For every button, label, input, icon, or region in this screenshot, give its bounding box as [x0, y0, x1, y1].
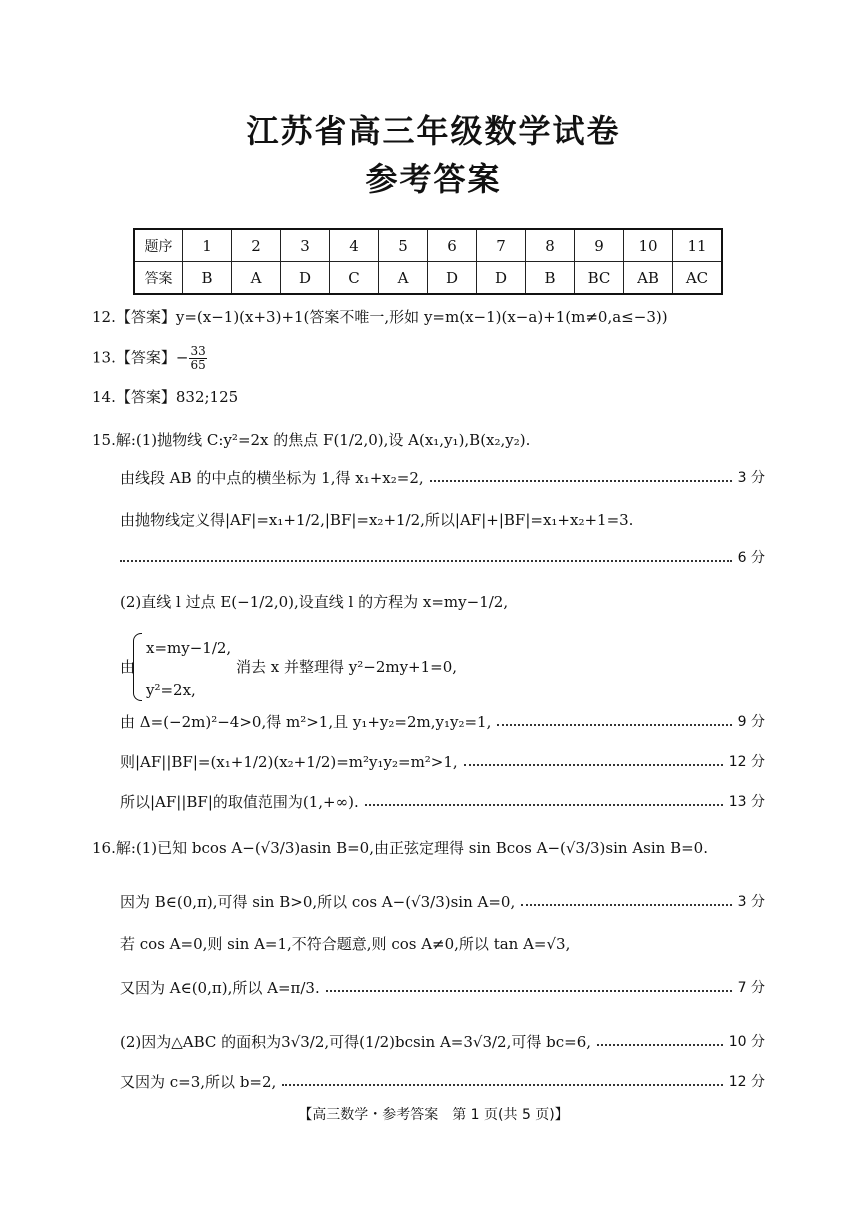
question-number: 1 — [183, 229, 232, 262]
q15-line-7-text: 则|AF||BF|=(x₁+1/2)(x₂+1/2)=m²y₁y₂=m²>1, — [120, 753, 458, 771]
q15-line-8-text: 所以|AF||BF|的取值范围为(1,+∞). — [120, 793, 359, 811]
q16-line-3: 若 cos A=0,则 sin A=1,不符合题意,则 cos A≠0,所以 tan A=√3, — [120, 935, 571, 953]
q16-line-5-text: (2)因为△ABC 的面积为3√3/2,可得(1/2)bcsin A=3√3/2,可得 bc=6, — [120, 1033, 592, 1051]
dotted-leader — [365, 804, 723, 806]
q15-line-8 — [120, 792, 765, 812]
q15-system-eq-2: y²=2x, — [146, 681, 196, 699]
question-number: 4 — [330, 229, 379, 262]
system-brace — [133, 633, 142, 701]
page-footer: 【高三数学・参考答案 第 1 页(共 5 页)】 — [298, 1107, 569, 1123]
answer-cell: A — [232, 262, 281, 295]
dotted-leader — [430, 480, 732, 482]
answer-cell: B — [183, 262, 232, 295]
q16-line-5 — [120, 1032, 765, 1052]
q13-denominator: 65 — [190, 358, 206, 372]
q15-system-prefix: 由 — [120, 658, 136, 676]
answer-cell: C — [330, 262, 379, 295]
question-number: 6 — [428, 229, 477, 262]
score-label: 3 分 — [737, 470, 765, 486]
q16-line-4-text: 又因为 A∈(0,π),所以 A=π/3. — [120, 979, 320, 997]
answer-table-header-row — [134, 229, 722, 262]
question-number: 7 — [477, 229, 526, 262]
q16-line-1: 16.解:(1)已知 bcos A−(√3/3)asin B=0,由正弦定理得 sin Bcos A−(√3/3)sin Asin B=0. — [92, 839, 708, 857]
answer-label: 答案 — [134, 262, 183, 295]
answer-q12: 12.【答案】y=(x−1)(x+3)+1(答案不唯一,形如 y=m(x−1)(x−a)+1(m≠0,a≤−3)) — [92, 308, 668, 326]
q13-prefix: 13.【答案】− — [92, 348, 189, 367]
dotted-leader — [326, 990, 732, 992]
q16-line-6 — [120, 1072, 765, 1092]
q15-line-3-score — [120, 548, 765, 568]
q13-fraction — [189, 345, 206, 372]
q15-system-eq-1: x=my−1/2, — [146, 639, 232, 657]
answer-table — [133, 228, 723, 295]
answer-cell: D — [428, 262, 477, 295]
question-number: 10 — [624, 229, 673, 262]
question-number: 8 — [526, 229, 575, 262]
score-label: 10 分 — [728, 1034, 765, 1050]
answer-q14: 14.【答案】832;125 — [92, 388, 239, 406]
dotted-leader — [597, 1044, 723, 1046]
q13-numerator: 33 — [190, 344, 206, 358]
q15-line-1: 15.解:(1)抛物线 C:y²=2x 的焦点 F(1/2,0),设 A(x₁,y₁),B(x₂,y₂). — [92, 431, 531, 449]
question-number: 2 — [232, 229, 281, 262]
answer-cell: AB — [624, 262, 673, 295]
q16-line-6-text: 又因为 c=3,所以 b=2, — [120, 1073, 277, 1091]
score-label: 7 分 — [737, 980, 765, 996]
question-number: 5 — [379, 229, 428, 262]
header-label: 题序 — [134, 229, 183, 262]
question-number: 9 — [575, 229, 624, 262]
q15-line-4: (2)直线 l 过点 E(−1/2,0),设直线 l 的方程为 x=my−1/2, — [120, 593, 509, 611]
score-label: 3 分 — [737, 894, 765, 910]
answer-cell: D — [477, 262, 526, 295]
q16-line-2 — [120, 892, 765, 912]
answer-cell: AC — [673, 262, 723, 295]
dotted-leader — [521, 904, 731, 906]
q15-line-7 — [120, 752, 765, 772]
q15-line-2-text: 由线段 AB 的中点的横坐标为 1,得 x₁+x₂=2, — [120, 469, 424, 487]
answer-q13 — [92, 345, 208, 372]
answer-cell: A — [379, 262, 428, 295]
score-label: 13 分 — [728, 794, 765, 810]
score-label: 12 分 — [728, 754, 765, 770]
dotted-leader — [282, 1084, 722, 1086]
q15-line-6 — [120, 712, 765, 732]
dotted-leader — [464, 764, 723, 766]
answer-cell: BC — [575, 262, 624, 295]
answer-cell: D — [281, 262, 330, 295]
document-subtitle: 参考答案 — [365, 160, 502, 198]
answer-table-answer-row — [134, 262, 722, 295]
question-number: 3 — [281, 229, 330, 262]
score-label: 12 分 — [728, 1074, 765, 1090]
question-number: 11 — [673, 229, 723, 262]
q15-line-3: 由抛物线定义得|AF|=x₁+1/2,|BF|=x₂+1/2,所以|AF|+|BF|=x₁+x₂+1=3. — [120, 511, 634, 529]
dotted-leader — [120, 560, 732, 562]
q15-line-2 — [120, 468, 765, 488]
q15-system-result: 消去 x 并整理得 y²−2my+1=0, — [236, 658, 458, 676]
dotted-leader — [497, 724, 731, 726]
q16-line-2-text: 因为 B∈(0,π),可得 sin B>0,所以 cos A−(√3/3)sin A=0, — [120, 893, 516, 911]
score-label: 9 分 — [737, 714, 765, 730]
document-title: 江苏省高三年级数学试卷 — [246, 112, 621, 150]
answer-cell: B — [526, 262, 575, 295]
score-label: 6 分 — [737, 550, 765, 566]
q15-line-6-text: 由 Δ=(−2m)²−4>0,得 m²>1,且 y₁+y₂=2m,y₁y₂=1, — [120, 713, 492, 731]
q16-line-4 — [120, 978, 765, 998]
